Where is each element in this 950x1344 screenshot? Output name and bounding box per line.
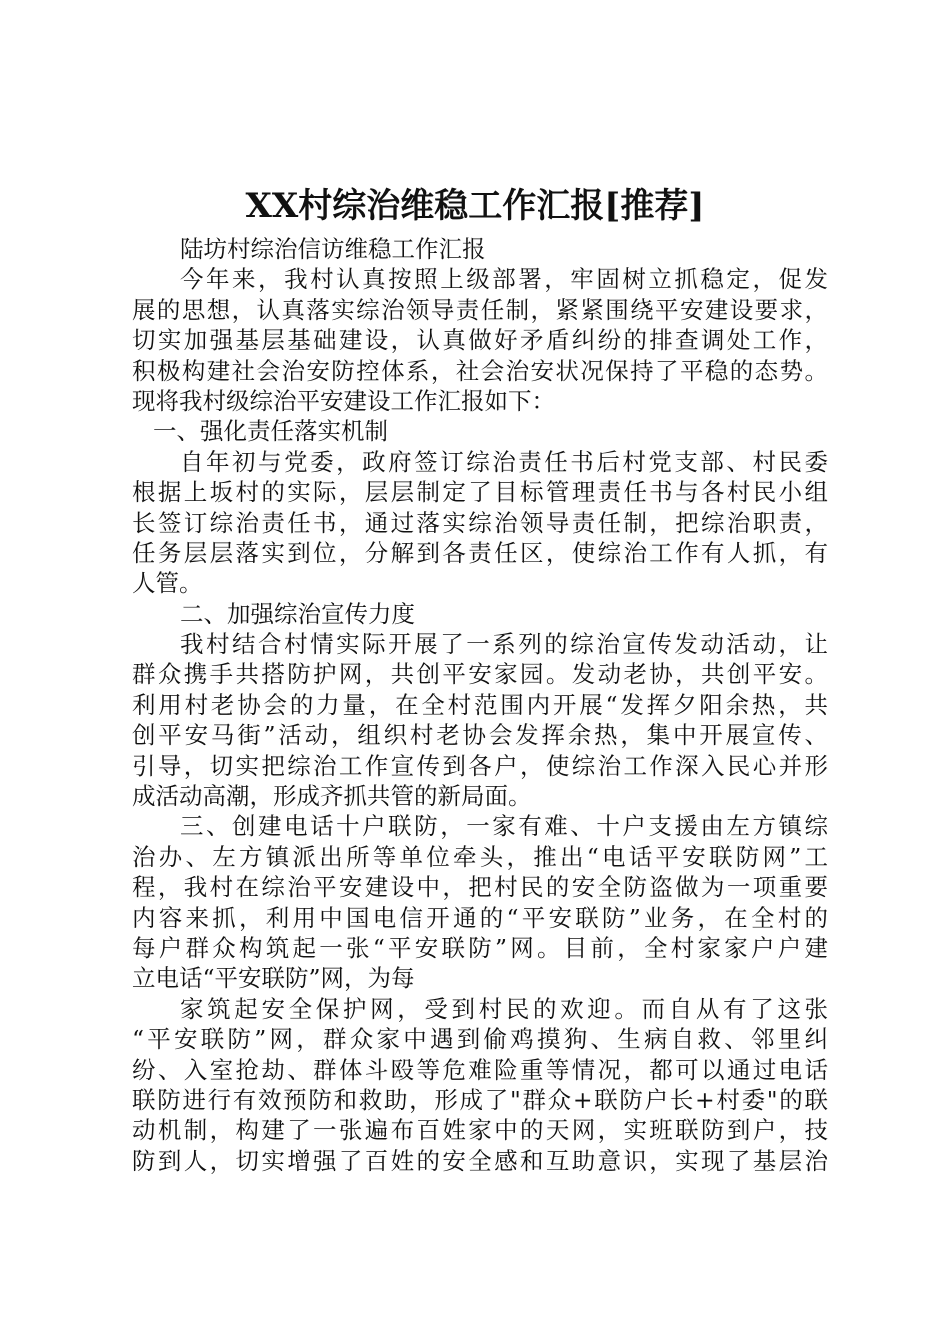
text-line: “平安联防”网，群众家中遇到偷鸡摸狗、生病自救、邻里纠 — [132, 1025, 828, 1054]
text-line: 家筑起安全保护网，受到村民的欢迎。而自从有了这张 — [180, 994, 828, 1023]
text-line: 治办、左方镇派出所等单位牵头，推出“电话平安联防网”工 — [132, 842, 828, 871]
document-body — [132, 234, 828, 1176]
text-line: 防到人，切实增强了百姓的安全感和互助意识，实现了基层治 — [132, 1146, 828, 1175]
text-line: 每户群众构筑起一张“平安联防”网。目前，全村家家户户建 — [132, 933, 828, 962]
text-line: 利用村老协会的力量，在全村范围内开展“发挥夕阳余热，共 — [132, 690, 828, 719]
text-line: 展的思想，认真落实综治领导责任制，紧紧围绕平安建设要求， — [132, 295, 828, 324]
text-line: 今年来，我村认真按照上级部署，牢固树立抓稳定，促发 — [180, 265, 828, 294]
text-line: 陆坊村综治信访维稳工作汇报 — [180, 235, 486, 263]
text-line: 内容来抓，利用中国电信开通的“平安联防”业务，在全村的 — [132, 903, 828, 932]
text-line: 切实加强基层基础建设，认真做好矛盾纠纷的排查调处工作， — [132, 326, 828, 355]
text-line: 长签订综治责任书，通过落实综治领导责任制，把综治职责， — [132, 508, 828, 537]
text-line: 人管。 — [132, 569, 203, 598]
text-line: 联防进行有效预防和救助，形成了"群众+联防户长+村委"的联 — [132, 1085, 828, 1114]
text-line: 三、创建电话十户联防，一家有难、十户支援由左方镇综 — [180, 812, 828, 841]
text-line: 我村结合村情实际开展了一系列的综治宣传发动活动，让 — [180, 630, 828, 659]
text-line: 引导，切实把综治工作宣传到各户，使综治工作深入民心并形 — [132, 751, 828, 780]
text-line: 纷、入室抢劫、群体斗殴等危难险重等情况，都可以通过电话 — [132, 1055, 828, 1084]
document-title: XX村综治维稳工作汇报[推荐] — [245, 186, 705, 226]
text-line: 根据上坂村的实际，层层制定了目标管理责任书与各村民小组 — [132, 478, 828, 507]
text-line: 程，我村在综治平安建设中，把村民的安全防盗做为一项重要 — [132, 873, 828, 902]
text-line: 创平安马街”活动，组织村老协会发挥余热，集中开展宣传、 — [132, 721, 828, 750]
text-line: 动机制，构建了一张遍布百姓家中的天网，实班联防到户，技 — [132, 1116, 828, 1145]
text-line: 群众携手共搭防护网，共创平安家园。发动老协，共创平安。 — [132, 660, 828, 689]
text-line: 任务层层落实到位，分解到各责任区，使综治工作有人抓，有 — [132, 538, 828, 567]
text-line: 现将我村级综治平安建设工作汇报如下： — [132, 386, 555, 415]
text-line: 立电话“平安联防”网，为每 — [132, 964, 415, 993]
section-heading: 二、加强综治宣传力度 — [180, 599, 415, 628]
section-heading: 一、强化责任落实机制 — [153, 417, 388, 446]
text-line: 自年初与党委，政府签订综治责任书后村党支部、村民委 — [180, 447, 828, 476]
text-line: 积极构建社会治安防控体系，社会治安状况保持了平稳的态势。 — [132, 356, 828, 385]
text-line: 成活动高潮，形成齐抓共管的新局面。 — [132, 782, 532, 811]
